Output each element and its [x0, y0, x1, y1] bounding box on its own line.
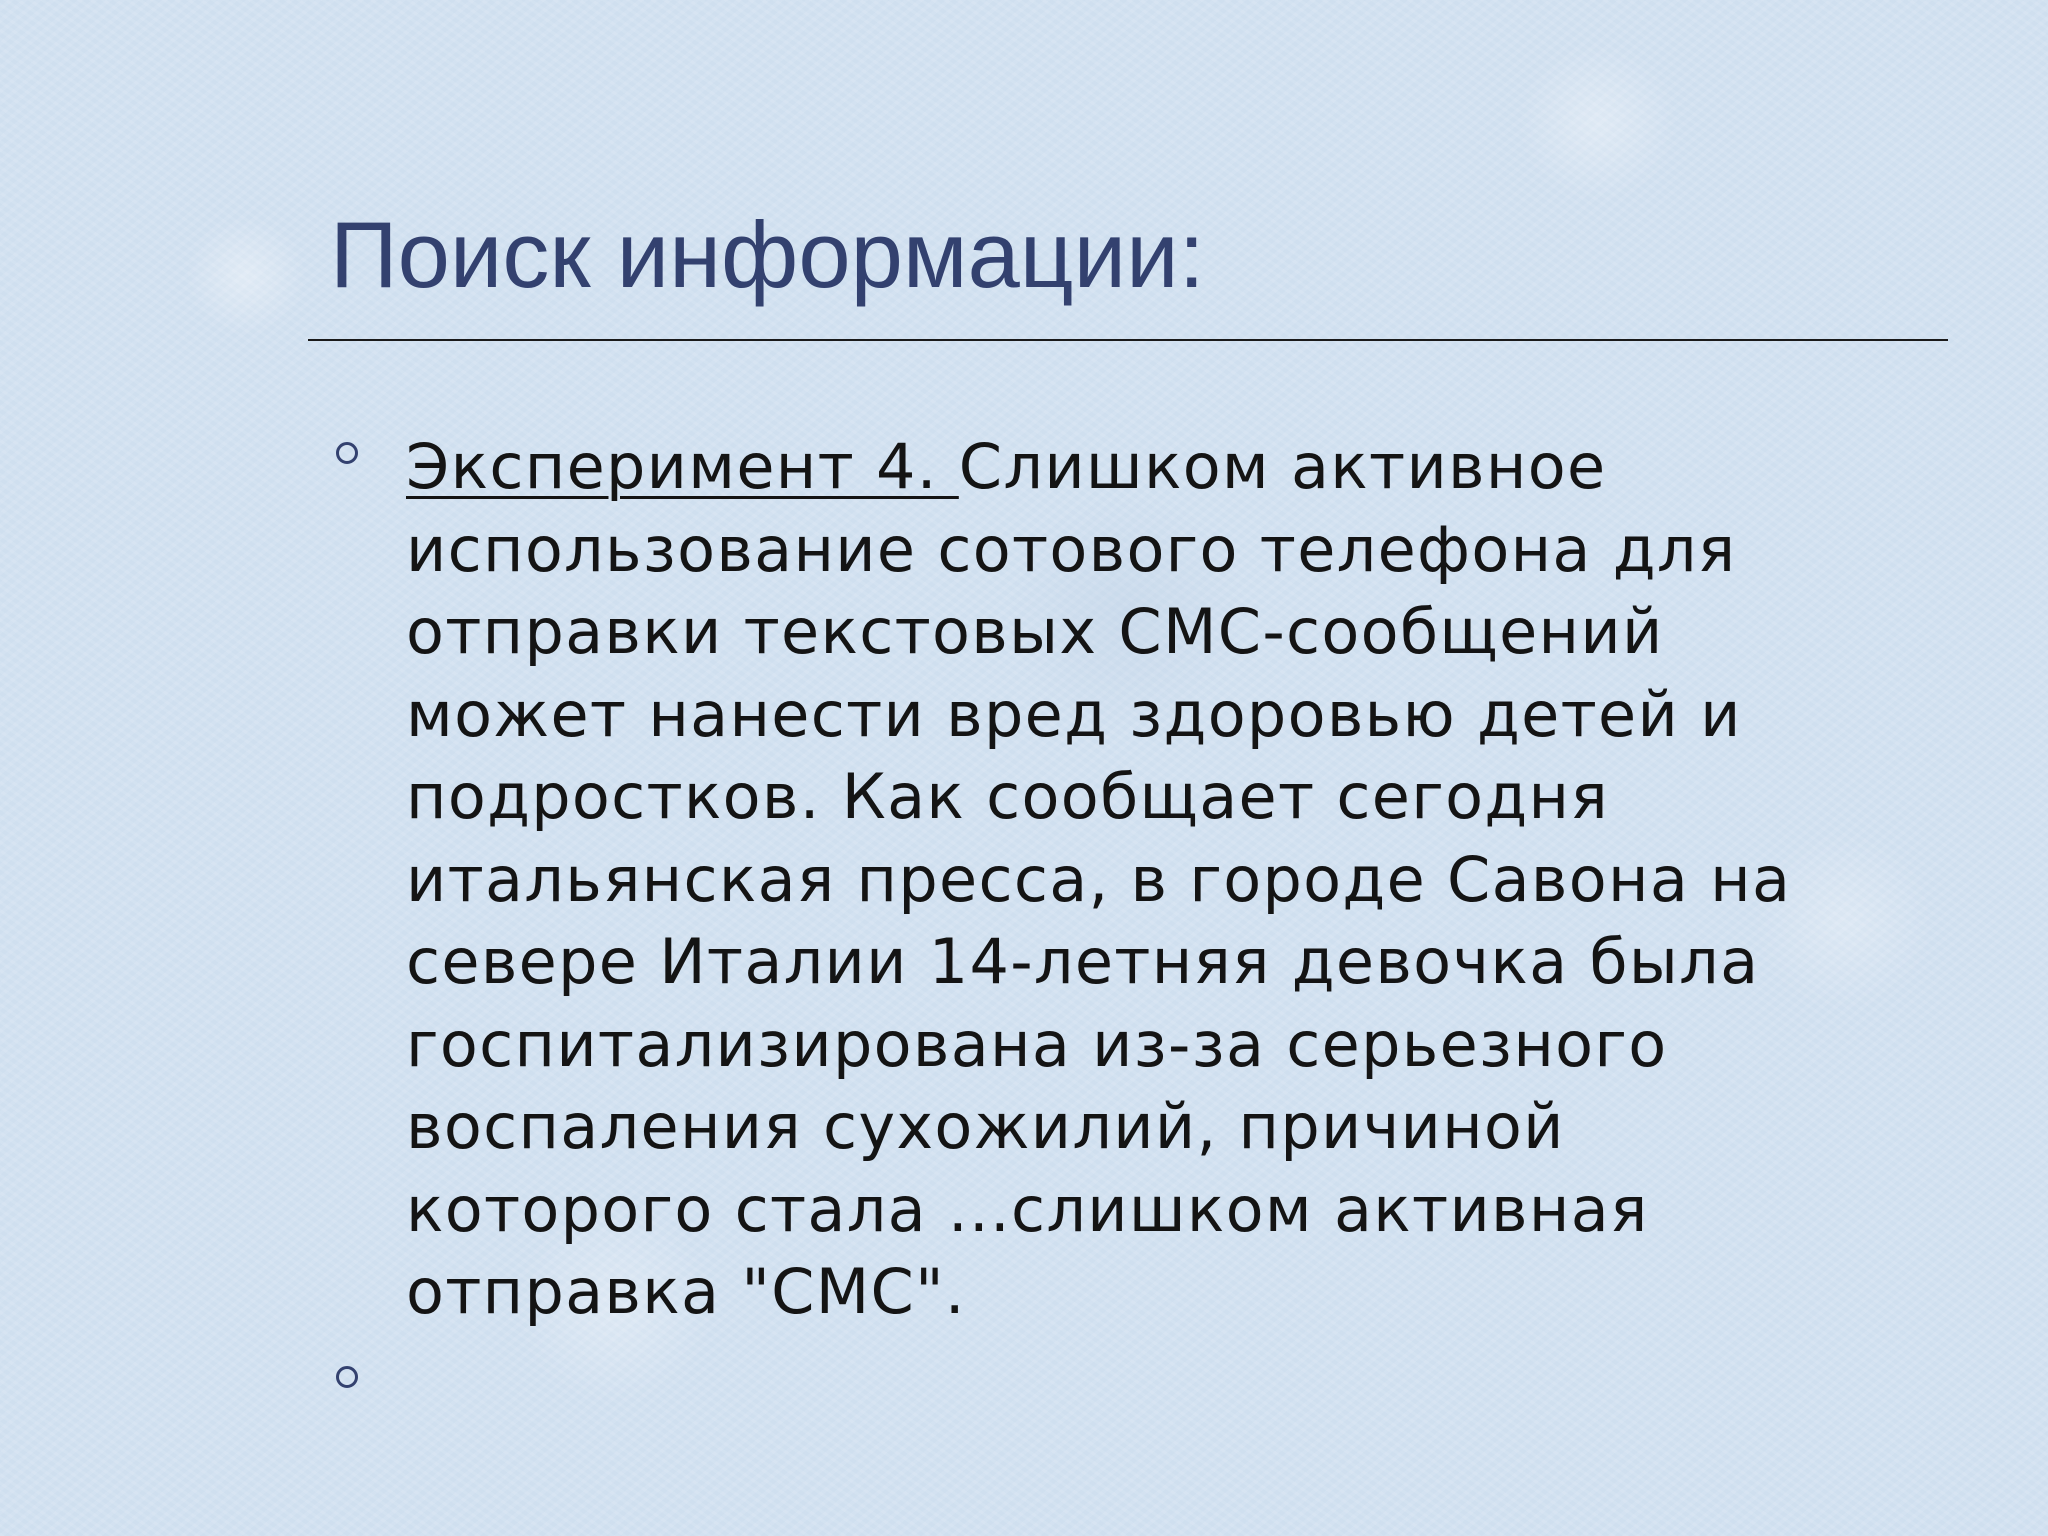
hollow-circle-bullet-icon [336, 442, 358, 464]
bullet-line-text: Слишком активное [958, 430, 1607, 503]
bullet-line: севере Италии 14-летняя девочка была [406, 925, 1760, 998]
bullet-line: использование сотового телефона для [406, 512, 1737, 586]
bullet-line: воспаления сухожилий, причиной [406, 1090, 1565, 1163]
bullet-line: госпитализирована из-за серьезного [406, 1007, 1668, 1081]
bullet-line: отправка "СМС". [406, 1255, 966, 1328]
bullet-line: которого стала ...слишком активная [406, 1172, 1649, 1246]
bullet-line: итальянская пресса, в городе Савона на [406, 842, 1792, 916]
bullet-line: может нанести вред здоровью детей и [406, 677, 1742, 751]
experiment-label: Эксперимент 4. [406, 430, 959, 503]
bullet-line: отправки текстовых СМС-сообщений [406, 595, 1664, 668]
slide-title: Поиск информации: [330, 202, 1205, 307]
bullet-line [406, 426, 1966, 509]
bullet-line: подростков. Как сообщает сегодня [406, 760, 1609, 833]
empty-bullet-icon [336, 1366, 358, 1388]
bullet-text [406, 426, 1966, 1334]
title-divider [308, 339, 1948, 341]
